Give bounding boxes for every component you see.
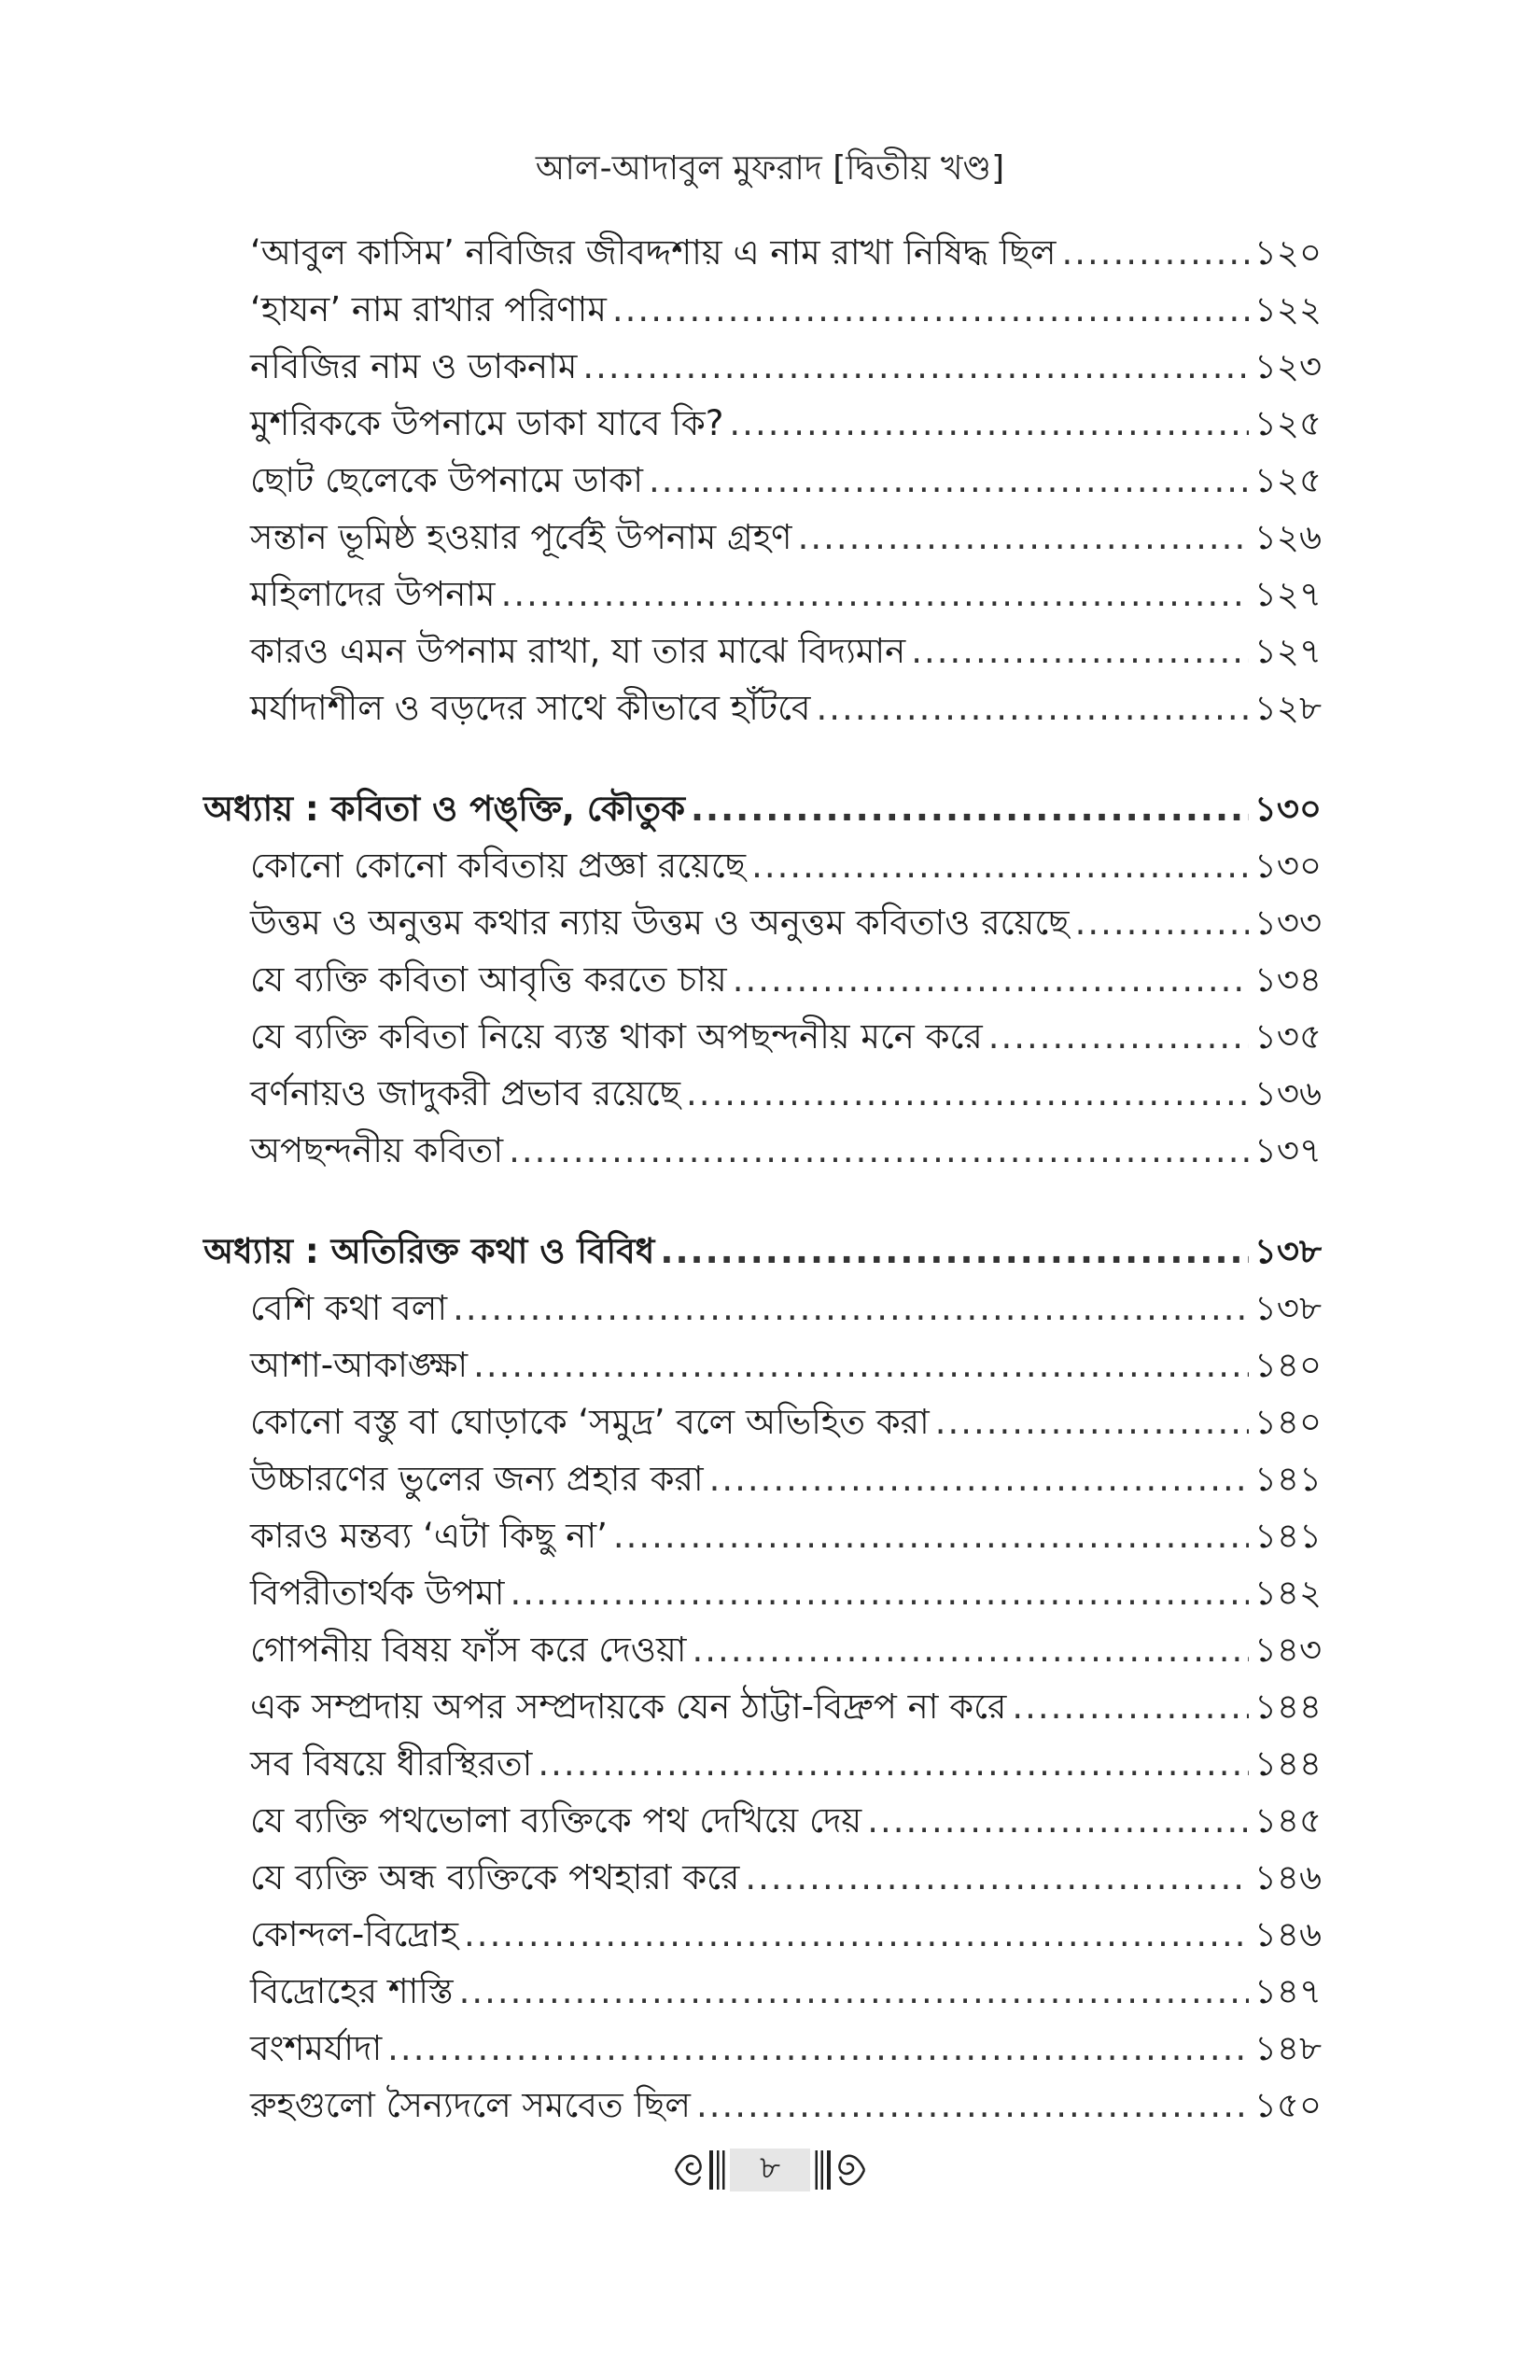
dot-leader bbox=[733, 959, 1249, 1001]
dot-leader bbox=[453, 1288, 1249, 1329]
dot-leader bbox=[817, 688, 1249, 729]
entry-title: ‘হাযন’ নাম রাখার পরিণাম bbox=[250, 288, 607, 329]
dot-leader bbox=[459, 1971, 1249, 2012]
entry-page-number: ১৫০ bbox=[1253, 2084, 1322, 2125]
entry-title: সব বিষয়ে ধীরস্থিরতা bbox=[250, 1743, 533, 1784]
entry-page-number: ১৩৭ bbox=[1253, 1129, 1322, 1170]
entry-title: বর্ণনায়ও জাদুকরী প্রভাব রয়েছে bbox=[250, 1072, 681, 1113]
toc-entry bbox=[203, 1728, 1322, 1785]
entry-title: কারও এমন উপনাম রাখা, যা তার মাঝে বিদ্যমান bbox=[250, 630, 906, 671]
entry-page-number: ১২৭ bbox=[1253, 630, 1322, 671]
entry-page-number: ১৪৬ bbox=[1253, 1913, 1322, 1954]
toc-entry bbox=[203, 501, 1322, 558]
entry-page-number: ১৪৮ bbox=[1253, 2027, 1322, 2068]
dot-leader bbox=[988, 1016, 1249, 1057]
running-header: আল-আদাবুল মুফরাদ [দ্বিতীয় খণ্ড] bbox=[535, 149, 1005, 188]
toc-entry bbox=[203, 387, 1322, 444]
entry-page-number: ১৪১ bbox=[1253, 1458, 1322, 1499]
entry-page-number: ১৪৩ bbox=[1253, 1629, 1322, 1670]
chapter-page-number: ১৩৮ bbox=[1253, 1230, 1322, 1271]
entry-title: অপছন্দনীয় কবিতা bbox=[250, 1129, 504, 1170]
toc-entry bbox=[203, 273, 1322, 330]
entry-title: কোনো কোনো কবিতায় প্রজ্ঞা রয়েছে bbox=[250, 845, 747, 886]
toc-entry bbox=[203, 2069, 1322, 2126]
entry-page-number: ১৪৪ bbox=[1253, 1686, 1322, 1727]
entry-title: কোন্দল-বিদ্রোহ bbox=[250, 1913, 459, 1954]
entry-page-number: ১৪২ bbox=[1253, 1572, 1322, 1613]
dot-leader bbox=[660, 1231, 1249, 1272]
dot-leader bbox=[613, 1516, 1249, 1557]
toc-entry bbox=[203, 1557, 1322, 1614]
dot-leader bbox=[582, 346, 1248, 387]
toc-entry bbox=[203, 1614, 1322, 1671]
entry-page-number: ১৪৫ bbox=[1253, 1799, 1322, 1841]
toc-entry bbox=[203, 2012, 1322, 2069]
toc-entry bbox=[203, 887, 1322, 944]
toc-entry bbox=[203, 1841, 1322, 1898]
toc-entry bbox=[203, 944, 1322, 1001]
entry-title: যে ব্যক্তি কবিতা আবৃত্তি করতে চায় bbox=[250, 959, 727, 1000]
entry-page-number: ১৪০ bbox=[1253, 1344, 1322, 1385]
entry-title: ‘আবুল কাসিম’ নবিজির জীবদ্দশায় এ নাম রাখা নিষিদ্ধ ছিল bbox=[250, 231, 1057, 273]
entry-title: রুহগুলো সৈন্যদলে সমবেত ছিল bbox=[250, 2084, 691, 2125]
dot-leader bbox=[1061, 232, 1248, 273]
entry-title: কারও মন্তব্য ‘এটা কিছু না’ bbox=[250, 1515, 608, 1556]
toc-entry bbox=[203, 1114, 1322, 1171]
entry-title: বংশমর্যাদা bbox=[250, 2027, 383, 2068]
right-ornament-icon bbox=[812, 2145, 872, 2195]
entry-title: বিদ্রোহের শাস্তি bbox=[250, 1970, 454, 2011]
entry-title: যে ব্যক্তি অন্ধ ব্যক্তিকে পথহারা করে bbox=[250, 1856, 740, 1897]
toc-entry bbox=[203, 330, 1322, 387]
toc-entry bbox=[203, 444, 1322, 501]
dot-leader bbox=[1075, 903, 1249, 944]
entry-title: ছোট ছেলেকে উপনামে ডাকা bbox=[250, 459, 643, 500]
dot-leader bbox=[696, 2085, 1249, 2126]
entry-title: উত্তম ও অনুত্তম কথার ন্যায় উত্তম ও অনুত্তম কবিতাও রয়েছে bbox=[250, 902, 1070, 943]
entry-page-number: ১২৮ bbox=[1253, 687, 1322, 728]
toc-entry bbox=[203, 1443, 1322, 1500]
entry-title: বেশি কথা বলা bbox=[250, 1287, 448, 1328]
dot-leader bbox=[935, 1402, 1249, 1443]
toc-entry bbox=[203, 1785, 1322, 1841]
dot-leader bbox=[538, 1743, 1249, 1785]
dot-leader bbox=[911, 631, 1249, 672]
entry-title: বিপরীতার্থক উপমা bbox=[250, 1572, 505, 1613]
entry-page-number: ১৪৪ bbox=[1253, 1743, 1322, 1784]
entry-page-number: ১৩০ bbox=[1253, 845, 1322, 886]
chapter-heading bbox=[203, 773, 1322, 830]
toc-entry bbox=[203, 1386, 1322, 1443]
entry-title: উচ্চারণের ভুলের জন্য প্রহার করা bbox=[250, 1458, 704, 1499]
dot-leader bbox=[686, 1073, 1249, 1114]
entry-title: মুশরিককে উপনামে ডাকা যাবে কি? bbox=[250, 402, 724, 443]
dot-leader bbox=[709, 1459, 1249, 1500]
toc-entry bbox=[203, 1898, 1322, 1955]
entry-page-number: ১৩৩ bbox=[1253, 902, 1322, 943]
dot-leader bbox=[729, 403, 1249, 444]
left-ornament-icon bbox=[668, 2145, 728, 2195]
entry-page-number: ১২৫ bbox=[1253, 459, 1322, 500]
entry-page-number: ১২৭ bbox=[1253, 573, 1322, 614]
entry-page-number: ১২৫ bbox=[1253, 402, 1322, 443]
entry-page-number: ১২৩ bbox=[1253, 345, 1322, 386]
chapter-page-number: ১৩০ bbox=[1253, 788, 1322, 829]
dot-leader bbox=[501, 574, 1249, 615]
dot-leader bbox=[798, 517, 1249, 558]
dot-leader bbox=[1012, 1687, 1249, 1728]
entry-title: সন্তান ভূমিষ্ঠ হওয়ার পূর্বেই উপনাম গ্রহণ bbox=[250, 516, 792, 557]
dot-leader bbox=[464, 1914, 1249, 1955]
entry-title: মর্যাদাশীল ও বড়দের সাথে কীভাবে হাঁটবে bbox=[250, 687, 811, 728]
toc-entry bbox=[203, 830, 1322, 887]
dot-leader bbox=[867, 1800, 1249, 1841]
entry-page-number: ১৪৭ bbox=[1253, 1970, 1322, 2011]
toc-entry bbox=[203, 1329, 1322, 1386]
entry-page-number: ১৪০ bbox=[1253, 1401, 1322, 1442]
toc-entry bbox=[203, 217, 1322, 273]
entry-title: কোনো বস্তু বা ঘোড়াকে ‘সমুদ্র’ বলে অভিহিত করা bbox=[250, 1401, 930, 1442]
entry-page-number: ১৪১ bbox=[1253, 1515, 1322, 1556]
entry-title: মহিলাদের উপনাম bbox=[250, 573, 496, 614]
toc-entry bbox=[203, 1500, 1322, 1557]
entry-title: এক সম্প্রদায় অপর সম্প্রদায়কে যেন ঠাট্টা-বিদ্রুপ না করে bbox=[250, 1686, 1007, 1727]
entry-page-number: ১২৬ bbox=[1253, 516, 1322, 557]
dot-leader bbox=[745, 1857, 1249, 1898]
entry-title: আশা-আকাঙ্ক্ষা bbox=[250, 1344, 469, 1385]
dot-leader bbox=[649, 460, 1249, 501]
dot-leader bbox=[511, 1573, 1249, 1614]
table-of-contents bbox=[203, 217, 1322, 2126]
dot-leader bbox=[691, 789, 1249, 830]
dot-leader bbox=[693, 1630, 1249, 1671]
page-footer bbox=[0, 2145, 1540, 2195]
entry-page-number: ১৪৬ bbox=[1253, 1856, 1322, 1897]
chapter-heading bbox=[203, 1215, 1322, 1272]
toc-entry bbox=[203, 615, 1322, 672]
chapter-title: অধ্যায় : অতিরিক্ত কথা ও বিবিধ bbox=[203, 1230, 655, 1271]
entry-title: যে ব্যক্তি পথভোলা ব্যক্তিকে পথ দেখিয়ে দেয় bbox=[250, 1799, 862, 1841]
chapter-title: অধ্যায় : কবিতা ও পঙ্‌ক্তি, কৌতুক bbox=[203, 788, 685, 829]
dot-leader bbox=[473, 1345, 1249, 1386]
entry-page-number: ১৩৮ bbox=[1253, 1287, 1322, 1328]
entry-page-number: ১২০ bbox=[1253, 231, 1322, 273]
toc-entry bbox=[203, 1671, 1322, 1728]
dot-leader bbox=[387, 2028, 1249, 2069]
entry-page-number: ১৩৪ bbox=[1253, 959, 1322, 1000]
dot-leader bbox=[751, 846, 1249, 887]
toc-entry bbox=[203, 1001, 1322, 1057]
toc-entry bbox=[203, 672, 1322, 729]
dot-leader bbox=[509, 1130, 1249, 1171]
toc-entry bbox=[203, 1272, 1322, 1329]
entry-page-number: ১৩৫ bbox=[1253, 1015, 1322, 1057]
toc-section bbox=[203, 217, 1322, 729]
entry-title: নবিজির নাম ও ডাকনাম bbox=[250, 345, 578, 386]
toc-entry bbox=[203, 1057, 1322, 1114]
page-number: ৮ bbox=[730, 2149, 810, 2191]
toc-entry bbox=[203, 1955, 1322, 2012]
entry-page-number: ১৩৬ bbox=[1253, 1072, 1322, 1113]
entry-title: যে ব্যক্তি কবিতা নিয়ে ব্যস্ত থাকা অপছন্দনীয় মনে করে bbox=[250, 1015, 983, 1057]
toc-section bbox=[203, 773, 1322, 1171]
dot-leader bbox=[612, 289, 1249, 330]
toc-section bbox=[203, 1215, 1322, 2126]
toc-entry bbox=[203, 558, 1322, 615]
entry-title: গোপনীয় বিষয় ফাঁস করে দেওয়া bbox=[250, 1629, 687, 1670]
entry-page-number: ১২২ bbox=[1253, 288, 1322, 329]
